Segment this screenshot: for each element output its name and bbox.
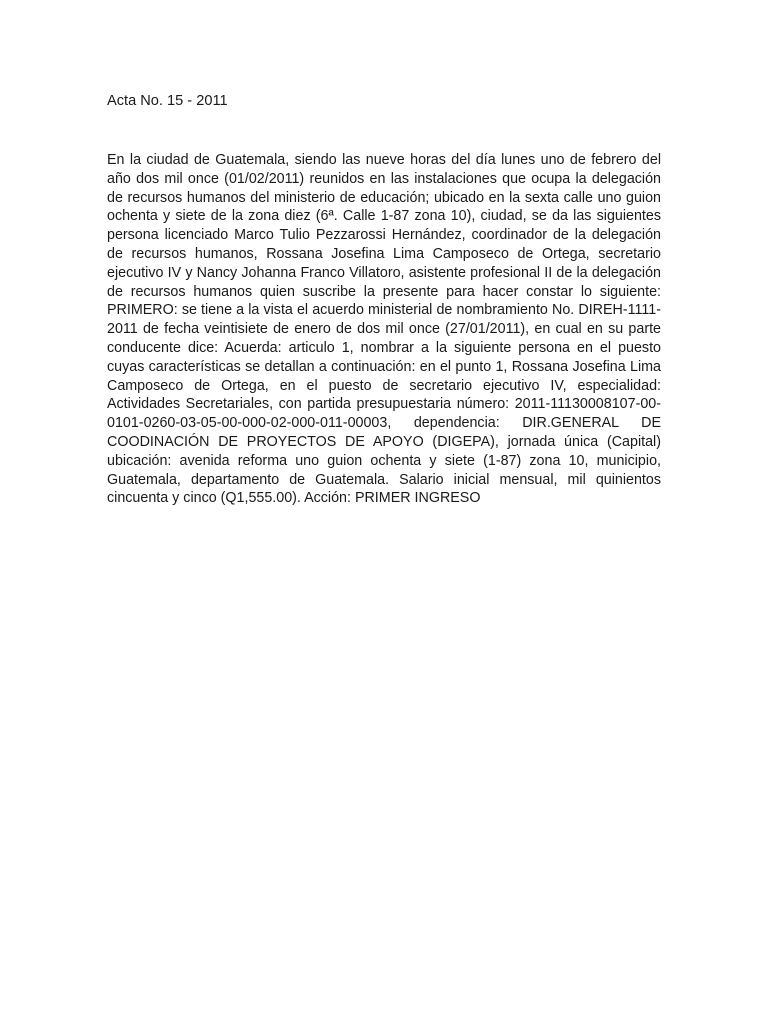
document-title: Acta No. 15 - 2011 — [107, 93, 228, 109]
document-body-paragraph: En la ciudad de Guatemala, siendo las nueve horas del día lunes uno de febrero del año dos mil once (01/02/2011) reunidos en las instalaciones que ocupa la delegación de recursos humanos del ministerio de educación; ubicado en la sexta calle uno guion ochenta y siete de la zona diez (6ª. Calle 1-87 zona 10), ciudad, se da las siguientes persona licenciado Marco Tulio Pezzarossi Hernández, coordinador de la delegación de recursos humanos, Rossana Josefina Lima Camposeco de Ortega, secretario ejecutivo IV y Nancy Johanna Franco Villatoro, asistente profesional II de la delegación de recursos humanos quien suscribe la presente para hacer constar lo siguiente: PRIMERO: se tiene a la vista el acuerdo ministerial de nombramiento No. DIREH-1111-2011 de fecha veintisiete de enero de dos mil once (27/01/2011), en cual en su parte conducente dice: Acuerda: articulo 1, nombrar a la siguiente persona en el puesto cuyas características se detallan a continuación: en el punto 1, Rossana Josefina Lima Camposeco de Ortega, en el puesto de secretario ejecutivo IV, especialidad: Actividades Secretariales, con partida presupuestaria número: 2011-11130008107-00-0101-0260-03-05-00-000-02-000-011-00003, dependencia: DIR.GENERAL DE COODINACIÓN DE PROYECTOS DE APOYO (DIGEPA), jornada única (Capital) ubicación: avenida reforma uno guion ochenta y siete (1-87) zona 10, municipio, Guatemala, departamento de Guatemala. Salario inicial mensual, mil quinientos cincuenta y cinco (Q1,555.00). Acción: PRIMER INGRESO — [107, 152, 661, 507]
